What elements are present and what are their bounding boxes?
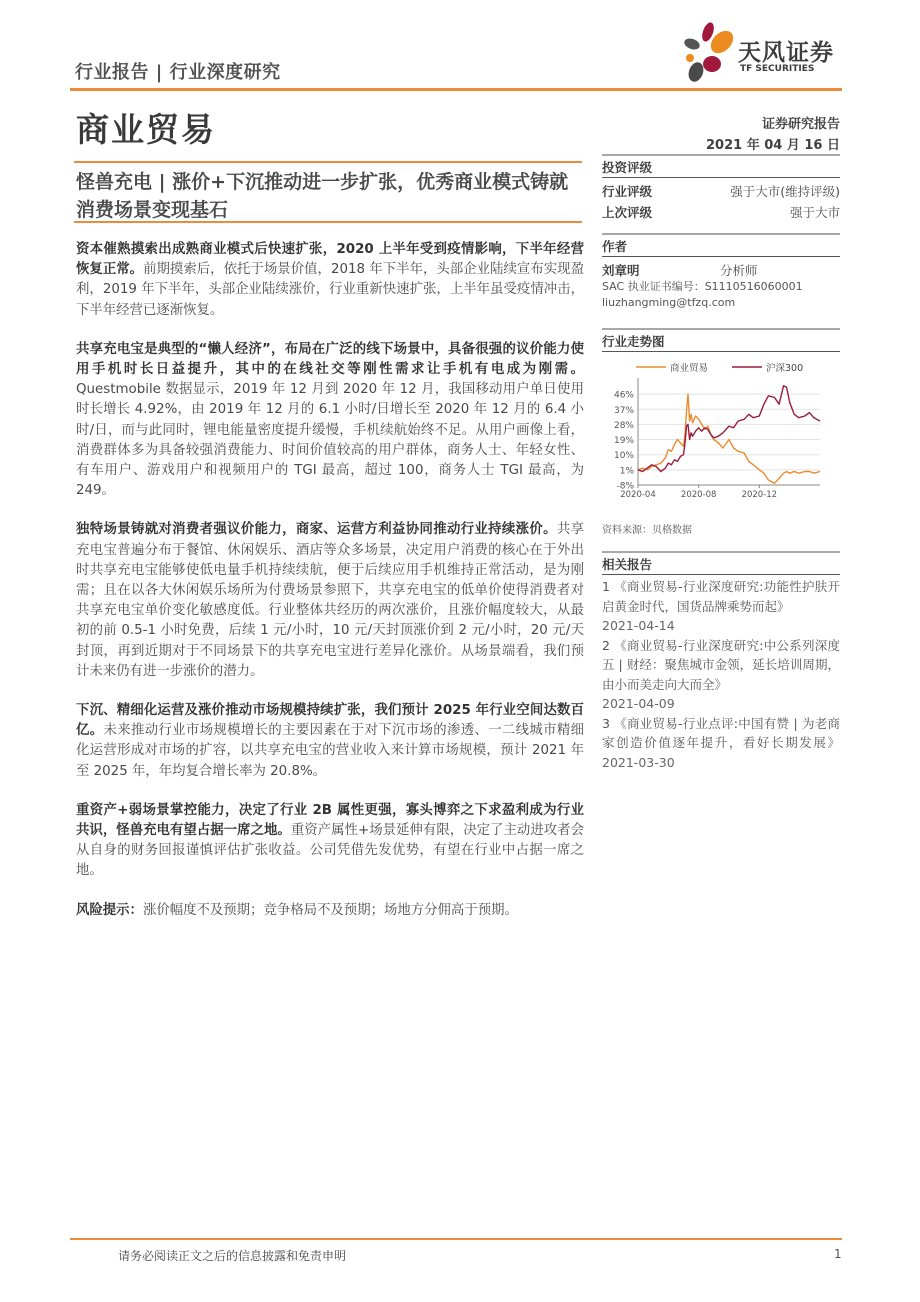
logo-chinese-name: 天风证券 [738, 40, 834, 66]
paragraph-lead: 共享充电宝是典型的“懒人经济”，布局在广泛的线下场景中，具备很强的议价能力使用手机时长日益提升，其中的在线社交等刚性需求让手机有电成为刚需。 [76, 341, 584, 378]
footer-disclaimer[interactable]: 请务必阅读正文之后的信息披露和免责申明 [118, 1249, 347, 1263]
report-title: 怪兽充电 | 涨价+下沉推动进一步扩张，优秀商业模式铸就消费场景变现基石 [76, 171, 569, 221]
y-tick-label: 1% [619, 466, 634, 477]
related-report-title[interactable]: 3 《商业贸易-行业点评:中国有赞 | 为老商家创造价值逐年提升，看好长期发展》 [602, 715, 840, 750]
related-report-date: 2021-04-09 [602, 696, 675, 711]
related-report-date: 2021-04-14 [602, 618, 675, 633]
author-section [602, 233, 840, 310]
legend-label: 商业贸易 [670, 363, 709, 374]
header-divider [70, 88, 842, 91]
related-heading: 相关报告 [602, 553, 840, 575]
trend-heading: 行业走势图 [602, 330, 840, 352]
logo-english-name: TF SECURITIES [740, 64, 815, 74]
x-tick-label: 2020-12 [741, 490, 778, 500]
footer-divider [70, 1238, 842, 1240]
summary-paragraph [76, 801, 584, 882]
related-report-item[interactable] [602, 714, 840, 773]
related-report-title[interactable]: 2 《商业贸易-行业深度研究:中公系列深度五 | 财经：聚焦城市金领，延长培训周期，由小而美走向大而全》 [602, 637, 840, 692]
title-top-rule [74, 161, 582, 163]
summary-paragraph [76, 701, 584, 782]
related-report-title[interactable]: 1 《商业贸易-行业深度研究:功能性护肤开启黄金时代，国货品牌乘势而起》 [602, 579, 840, 614]
summary-paragraph [76, 520, 584, 682]
title-bottom-rule [74, 221, 582, 223]
related-report-item[interactable] [602, 577, 840, 636]
page-number: 1 [834, 1247, 842, 1261]
paragraph-text: 未来推动行业市场规模增长的主要因素在于对下沉市场的渗透、一二线城市精细化运营形成对市场的扩容，以共享充电宝的营业收入来计算市场规模，预计 2021 年至 2025 年，年均复合增长率为 20.8%。 [76, 723, 585, 779]
x-tick-label: 2020-04 [620, 490, 656, 500]
report-category: 行业报告 | 行业深度研究 [75, 62, 281, 83]
sector-title: 商业贸易 [76, 110, 216, 149]
x-tick-label: 2020-08 [680, 490, 717, 500]
risk-paragraph [76, 901, 584, 921]
summary-paragraph [76, 340, 584, 502]
rating-row [602, 202, 840, 223]
author-heading: 作者 [602, 235, 840, 257]
y-tick-label: 19% [613, 436, 634, 447]
related-report-item[interactable] [602, 636, 840, 714]
rating-row [602, 181, 840, 202]
summary-body [76, 240, 584, 940]
risk-text: 涨价幅度不及预期；竞争格局不及预期；场地方分佣高于预期。 [142, 902, 518, 918]
paragraph-text: 重资产属性+场景延伸有限，决定了主动进攻者会从自身的财务回报谨慎评估扩张收益。公司凭借先发优势，有望在行业中占据一席之地。 [76, 823, 585, 879]
chart-source: 资料来源：贝格数据 [602, 525, 692, 536]
paragraph-text: 共享充电宝普遍分布于餐馆、休闲娱乐、酒店等众多场景，决定用户消费的核心在于外出时共享充电宝能够使低电量手机持续续航，便于后续应用手机维持正常活动，是为刚需；且在以各大休闲娱乐场所为付费场景参照下，共享充电宝的低单价使得消费者对共享充电宝单价变化敏感度低。行业整体共经历的两次涨价，且涨价幅度较大，从最初的前 0.5-1 小时免费，后续 1 元/小时，10 元/天封顶涨价到 2 元/小时，20 元/天封顶，再到近期对于不同场景下的共享充电宝进行差异化涨价。从场景端看，我们预计未来仍有进一步涨价的潜力。 [76, 522, 585, 679]
rating-heading: 投资评级 [602, 156, 840, 178]
report-type: 证券研究报告 [761, 117, 840, 132]
y-tick-label: 37% [613, 405, 634, 416]
legend-label: 沪深300 [766, 363, 804, 374]
rating-section [602, 154, 840, 223]
author-role: 分析师 [720, 263, 758, 278]
related-report-date: 2021-03-30 [602, 754, 675, 770]
related-section [602, 551, 840, 772]
y-tick-label: -8% [616, 481, 634, 492]
trend-chart-svg [602, 356, 840, 508]
author-email[interactable]: liuzhangming@tfzq.com [602, 296, 736, 309]
paragraph-lead: 重资产+弱场景掌控能力，决定了行业 2B 属性更强，寡头博弈之下求盈利成为行业共识，怪兽充电有望占据一席之地。 [76, 802, 584, 839]
author-name: 刘章明 [602, 263, 640, 278]
report-date: 2021 年 04 月 16 日 [706, 138, 840, 153]
y-tick-label: 46% [613, 390, 634, 401]
summary-paragraph [76, 240, 584, 321]
author-sac: SAC 执业证书编号：S1110516060001 [602, 280, 803, 293]
author-line [602, 263, 840, 279]
paragraph-lead: 下沉、精细化运营及涨价推动市场规模持续扩张，我们预计 2025 年行业空间达数百亿。 [76, 703, 584, 739]
paragraph-lead: 独特场景铸就对消费者强议价能力，商家、运营方利益协同推动行业持续涨价。 [76, 522, 557, 538]
y-tick-label: 10% [613, 451, 634, 462]
paragraph-lead: 资本催熟摸索出成熟商业模式后快速扩张，2020 上半年受到疫情影响，下半年经营恢复正常。 [76, 242, 584, 278]
y-tick-label: 28% [613, 420, 634, 431]
rating-label: 行业评级 [602, 184, 653, 199]
trend-chart [602, 356, 840, 508]
rating-label: 上次评级 [602, 205, 653, 220]
rating-value: 强于大市 [789, 205, 840, 220]
trend-section [602, 328, 840, 352]
paragraph-text: 前期摸索后，依托于场景价值，2018 年下半年，头部企业陆续宣布实现盈利，2019 年下半年，头部企业陆续涨价，行业重新快速扩张，上半年虽受疫情冲击，下半年经营已逐渐恢复。 [76, 262, 584, 318]
paragraph-text: Questmobile 数据显示，2019 年 12 月到 2020 年 12 月，我国移动用户单日使用时长增长 4.92%，由 2019 年 12 月的 6.1 小时/日增长至 2020 年 12 月的 6.4 小时/日，而与此同时，锂电能量密度提升缓慢，手机续航始终不足。从用户画像上看，消费群体多为具备较强消费能力、时间价值较高的用户群体，商务人士、年轻女性、有车用户、游戏用户和视频用户的 TGI 最高，超过 100，商务人士 TGI 最高，为 249。 [76, 382, 584, 499]
logo-flower-icon [678, 20, 738, 84]
risk-label: 风险提示： [76, 902, 143, 918]
rating-value: 强于大市(维持评级) [730, 184, 840, 199]
